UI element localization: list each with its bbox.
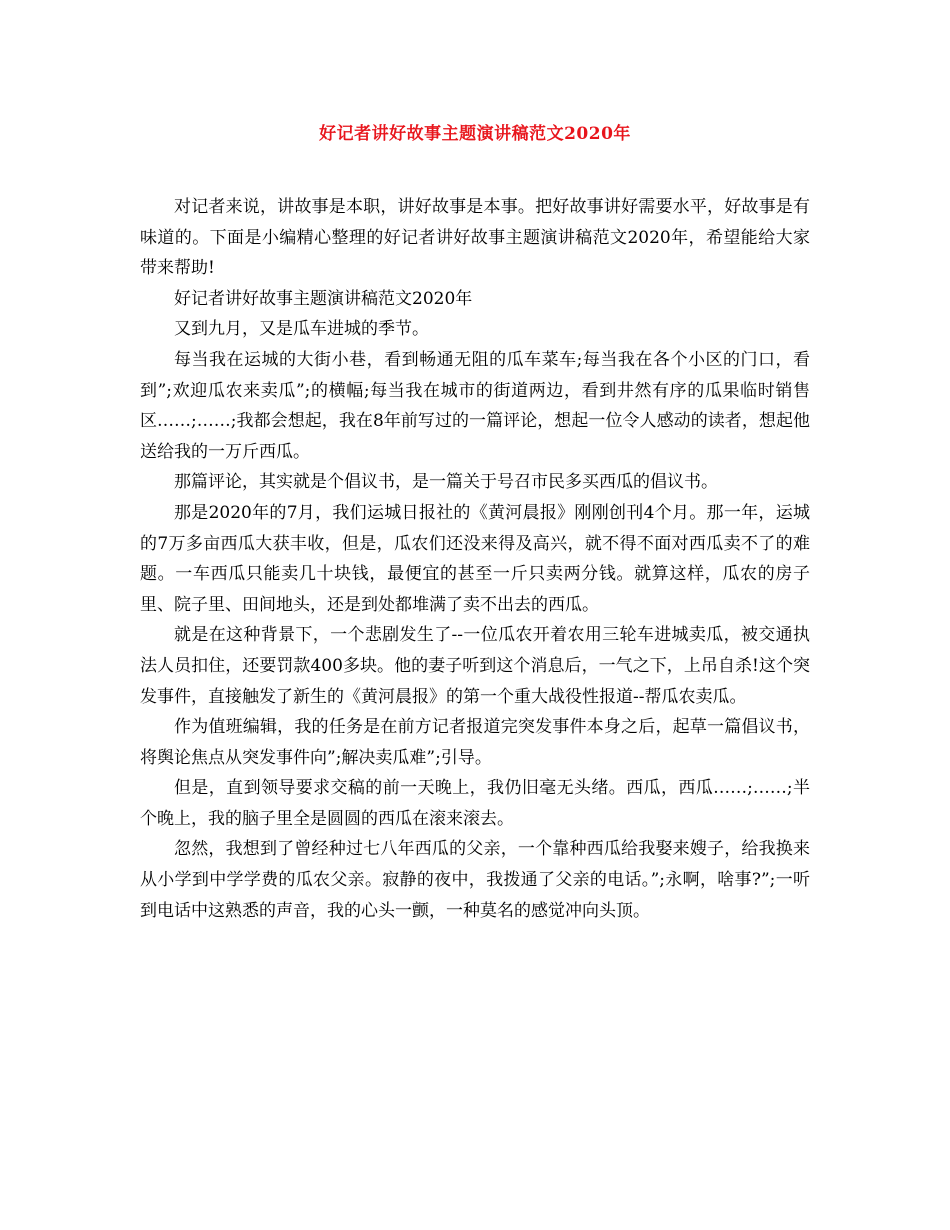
paragraph-intro: 对记者来说，讲故事是本职，讲好故事是本事。把好故事讲好需要水平，好故事是有味道的。下面是小编精心整理的好记者讲好故事主题演讲稿范文2020年，希望能给大家带来帮助!: [140, 197, 810, 279]
paragraph-subtitle: 好记者讲好故事主题演讲稿范文2020年: [174, 288, 473, 309]
paragraph: 那是2020年的7月，我们运城日报社的《黄河晨报》刚刚创刊4个月。那一年，运城的7万多亩西瓜大获丰收，但是，瓜农们还没来得及高兴，就不得不面对西瓜卖不了的难题。一车西瓜只能卖几十块钱，最便宜的甚至一斤只卖两分钱。就算这样，瓜农的房子里、院子里、田间地头，还是到处都堆满了卖不出去的西瓜。: [140, 502, 810, 615]
paragraph: 作为值班编辑，我的任务是在前方记者报道完突发事件本身之后，起草一篇倡议书，将舆论焦点从突发事件向”;解决卖瓜难”;引导。: [140, 717, 810, 768]
paragraph: 但是，直到领导要求交稿的前一天晚上，我仍旧毫无头绪。西瓜，西瓜……;……;半个晚上，我的脑子里全是圆圆的西瓜在滚来滚去。: [140, 778, 810, 829]
paragraph: 忽然，我想到了曾经种过七八年西瓜的父亲，一个靠种西瓜给我娶来嫂子，给我换来从小学到中学学费的瓜农父亲。寂静的夜中，我拨通了父亲的电话。”;永啊，啥事?”;一听到电话中这熟悉的声音，我的心头一颤，一种莫名的感觉冲向头顶。: [140, 839, 810, 921]
paragraph: 就是在这种背景下，一个悲剧发生了--一位瓜农开着农用三轮车进城卖瓜，被交通执法人员扣住，还要罚款400多块。他的妻子听到这个消息后，一气之下，上吊自杀!这个突发事件，直接触发了新生的《黄河晨报》的第一个重大战役性报道--帮瓜农卖瓜。: [140, 625, 810, 707]
paragraph: 又到九月，又是瓜车进城的季节。: [174, 319, 429, 340]
document-body: [140, 192, 810, 926]
paragraph: 每当我在运城的大街小巷，看到畅通无阻的瓜车菜车;每当我在各个小区的门口，看到”;欢迎瓜农来卖瓜”;的横幅;每当我在城市的街道两边，看到井然有序的瓜果临时销售区……;……;我都会想起，我在8年前写过的一篇评论，想起一位令人感动的读者，想起他送给我的一万斤西瓜。: [140, 349, 810, 462]
paragraph: 那篇评论，其实就是个倡议书，是一篇关于号召市民多买西瓜的倡议书。: [174, 472, 718, 493]
document-title: 好记者讲好故事主题演讲稿范文2020年: [319, 124, 631, 144]
